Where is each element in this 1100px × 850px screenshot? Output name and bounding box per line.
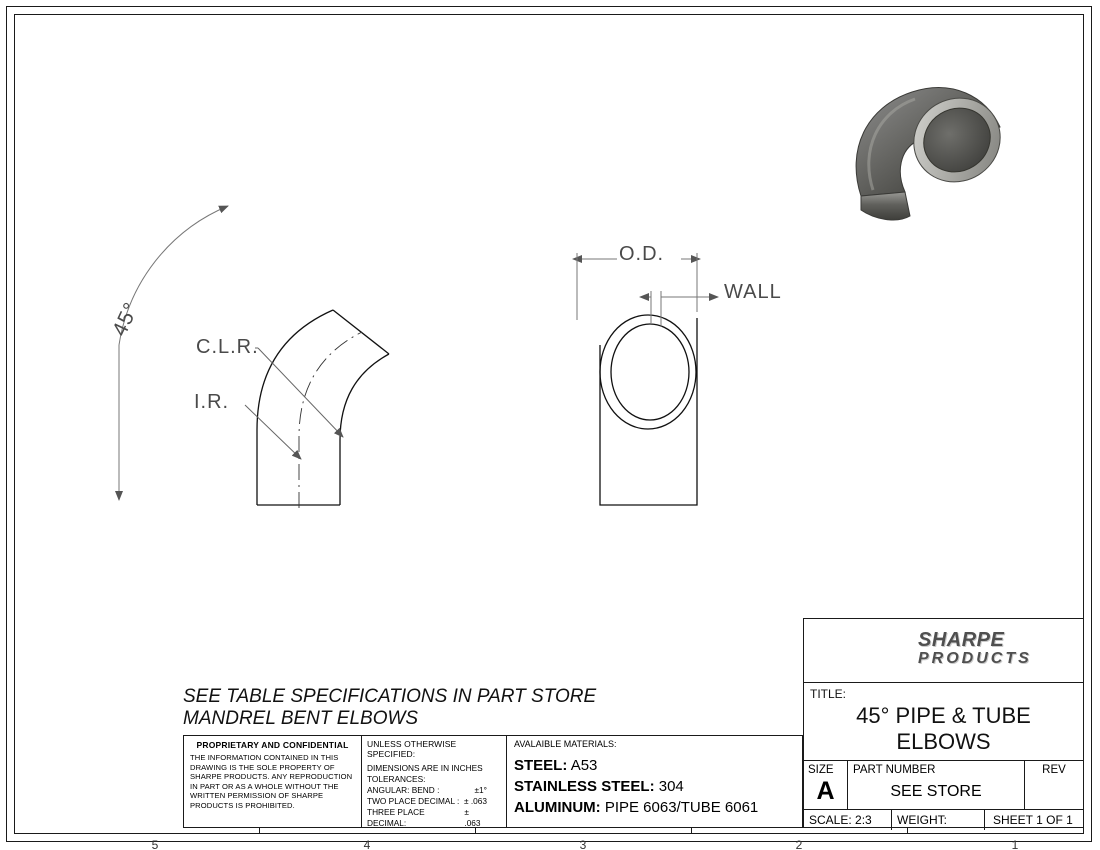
tolerance-row	[367, 807, 501, 829]
company-logo	[856, 626, 1076, 676]
tolerance-row-value: ±1°	[474, 785, 487, 795]
tolerance-label-text: TOLERANCES:	[367, 774, 426, 784]
material-value: A53	[570, 757, 598, 774]
specification-block	[183, 735, 803, 828]
rev-label: REV	[1042, 764, 1066, 776]
tolerance-row-value: ± .063	[463, 796, 487, 806]
zone-label-3: 3	[579, 838, 587, 850]
material-label: STAINLESS STEEL:	[514, 778, 655, 795]
material-label: STEEL:	[514, 757, 568, 774]
tolerance-row	[367, 785, 501, 796]
title-text	[804, 703, 1083, 755]
tolerance-row-label: TWO PLACE DECIMAL :	[367, 796, 460, 806]
annotation-angle: 45°	[108, 298, 144, 340]
annotation-od: O.D.	[619, 243, 665, 265]
material-label: ALUMINUM:	[514, 799, 601, 816]
size-cell	[804, 761, 848, 809]
company-logo-sub: PRODUCTS	[918, 650, 1032, 667]
material-row	[514, 755, 795, 776]
zone-label-2: 2	[795, 838, 803, 850]
tolerance-units-label: DIMENSIONS ARE IN INCHES	[367, 763, 483, 773]
material-value: 304	[658, 778, 684, 795]
scale-value: SCALE: 2:3	[804, 810, 892, 830]
title-label: TITLE:	[810, 687, 847, 701]
size-label: SIZE	[808, 764, 834, 776]
title-block-logo-row	[804, 619, 1083, 683]
tolerance-row-value: ± .063	[464, 807, 481, 828]
title-block-partnumber-row	[804, 761, 1083, 810]
company-logo-name: SHARPE	[918, 629, 1005, 651]
size-value: A	[816, 777, 835, 805]
part-number-label: PART NUMBER	[853, 764, 936, 776]
weight-value: WEIGHT:	[892, 810, 985, 830]
annotation-ir: I.R.	[194, 391, 230, 413]
annotation-wall: WALL	[724, 281, 782, 303]
material-row	[514, 797, 795, 818]
zone-label-4: 4	[363, 838, 371, 850]
zone-label-1: 1	[1011, 838, 1019, 850]
title-text-line-2: ELBOWS	[896, 729, 991, 754]
tolerance-cell	[362, 736, 507, 827]
material-value: PIPE 6063/TUBE 6061	[604, 799, 759, 816]
tolerance-units	[367, 763, 501, 774]
proprietary-body: THE INFORMATION CONTAINED IN THIS DRAWING IS THE SOLE PROPERTY OF SHARPE PRODUCTS. ANY REPRODUCTION IN PART OR AS A WHOLE WITHOUT THE WRITTEN PERMISSION OF SHARPE PRODUCTS IS PROHIBITED.	[190, 753, 353, 810]
materials-cell	[507, 736, 802, 827]
tolerance-row-label: THREE PLACE DECIMAL:	[367, 807, 425, 828]
sheet-value: SHEET 1 OF 1	[993, 813, 1073, 827]
rev-cell	[1025, 761, 1083, 809]
part-number-cell	[848, 761, 1025, 809]
note-line-1: SEE TABLE SPECIFICATIONS IN PART STORE	[183, 686, 597, 707]
note-line-2: MANDREL BENT ELBOWS	[183, 708, 419, 729]
proprietary-title: PROPRIETARY AND CONFIDENTIAL	[196, 740, 349, 750]
part-number-value: SEE STORE	[890, 783, 982, 800]
tolerance-row-label: ANGULAR: BEND :	[367, 785, 440, 795]
company-logo-text	[918, 630, 1032, 669]
title-text-line-1: 45° PIPE & TUBE	[856, 703, 1031, 728]
material-row	[514, 776, 795, 797]
tolerance-label	[367, 774, 501, 785]
annotation-clr: C.L.R.	[196, 336, 259, 358]
proprietary-cell	[184, 736, 362, 827]
title-block	[803, 618, 1084, 828]
tolerance-row	[367, 796, 501, 807]
title-block-bottom-row	[804, 810, 1083, 830]
title-block-title-row	[804, 683, 1083, 761]
materials-heading: AVALAIBLE MATERIALS:	[514, 739, 617, 749]
drawing-notes	[183, 686, 596, 730]
tolerance-heading: UNLESS OTHERWISE SPECIFIED:	[367, 739, 457, 759]
zone-label-5: 5	[151, 838, 159, 850]
